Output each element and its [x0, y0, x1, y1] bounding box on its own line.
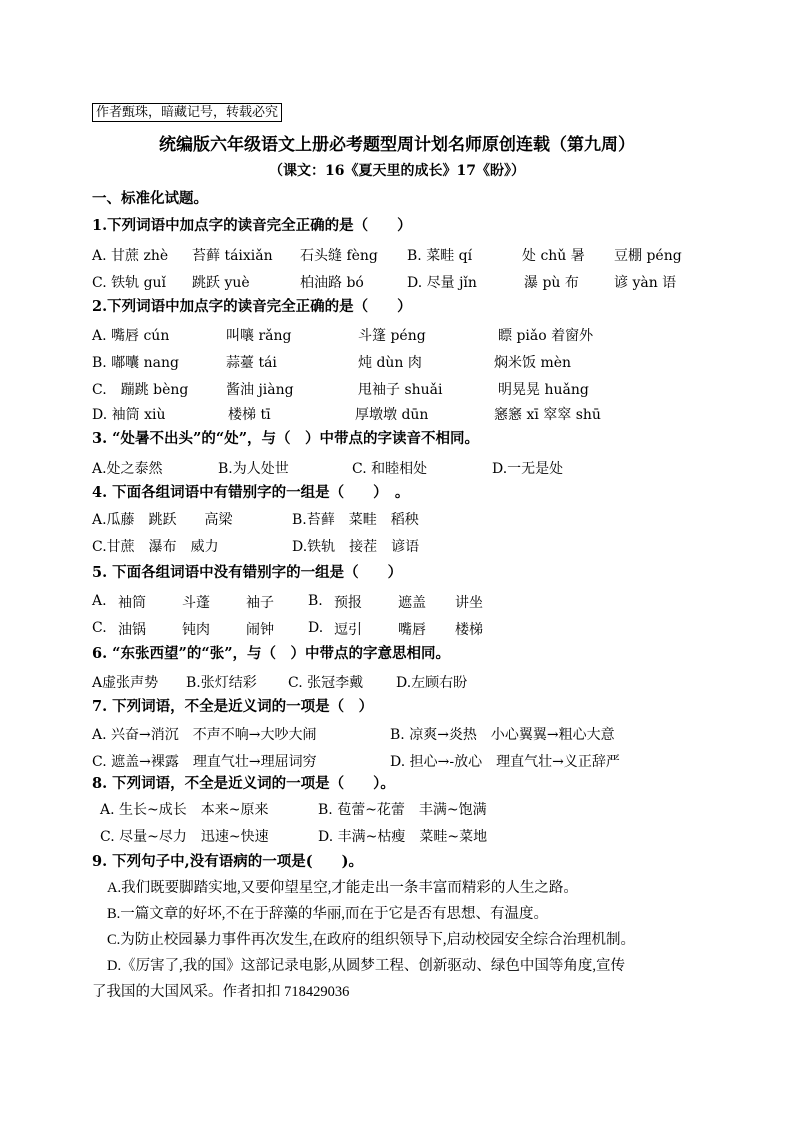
- q5-a3: 袖子: [246, 595, 274, 611]
- q1-stem: 1.下列词语中加点字的读音完全正确的是（ ）: [92, 217, 412, 234]
- q1-option-c3: 柏油路 bó: [300, 275, 364, 291]
- q5-d1: 逗引: [334, 622, 362, 638]
- q5-label-b: B.: [308, 593, 323, 609]
- q2-a1: A. 嘴唇 cún: [92, 328, 170, 344]
- q6-option-c: C. 张冠李戴: [288, 675, 364, 691]
- q2-a3: 斗篷 péng: [358, 328, 426, 344]
- q5-label-a: A.: [92, 593, 107, 609]
- q8-option-b: B. 苞蕾~花蕾 丰满~饱满: [318, 802, 487, 818]
- q8-option-d: D. 丰满~枯瘦 菜畦~菜地: [318, 829, 488, 845]
- q8-option-c: C. 尽量~尽力 迅速~快速: [100, 829, 269, 845]
- q1-option-a2: 苔藓 táixiǎn: [192, 248, 273, 264]
- q6-option-a: A虚张声势: [92, 675, 159, 691]
- q9-stem: 9. 下列句子中,没有语病的一项是( )。: [92, 853, 363, 870]
- q6-stem: 6. “东张西望”的“张”，与（ ）中带点的字意思相同。: [92, 645, 451, 662]
- q2-d2: 楼梯 tī: [228, 407, 271, 423]
- q9-option-b: B.一篇文章的好坏,不在于辞藻的华丽,而在于它是否有思想、有温度。: [107, 906, 549, 922]
- q7-option-d: D. 担心→-放心 理直气壮→义正辞严: [390, 754, 620, 770]
- q5-a2: 斗蓬: [182, 595, 210, 611]
- q3-option-c: C. 和睦相处: [352, 461, 428, 477]
- q8-stem: 8. 下列词语，不全是近义词的一项是（ ）。: [92, 775, 395, 792]
- q2-b1: B. 嘟囔 nang: [92, 355, 179, 371]
- q4-stem: 4. 下面各组词语中有错别字的一组是（ ） 。: [92, 484, 410, 501]
- q5-d3: 楼梯: [455, 622, 483, 638]
- q4-option-a: A.瓜藤 跳跃 高梁: [92, 512, 233, 528]
- q1-option-d3: 谚 yàn 语: [614, 275, 677, 291]
- q2-c2: 酱油 jiàng: [226, 382, 294, 398]
- q5-b3: 讲坐: [455, 595, 483, 611]
- q1-option-b1: B. 菜畦 qí: [407, 248, 473, 264]
- q6-option-d: D.左顾右盼: [396, 675, 468, 691]
- q2-b3: 炖 dùn 肉: [358, 355, 422, 371]
- q5-c1: 油锅: [118, 622, 146, 638]
- q2-c4: 明晃晃 huǎng: [498, 382, 589, 398]
- q1-option-b2: 处 chǔ 暑: [522, 248, 585, 264]
- q4-option-c: C.甘蔗 瀑布 威力: [92, 539, 219, 555]
- q2-a4: 瞟 piǎo 着窗外: [498, 328, 594, 344]
- q3-option-d: D.一无是处: [492, 461, 564, 477]
- q2-d3: 厚墩墩 dūn: [355, 407, 429, 423]
- q1-option-c2: 跳跃 yuè: [192, 275, 250, 291]
- q5-b1: 预报: [334, 595, 362, 611]
- q4-option-d: D.铁轨 接茬 谚语: [292, 539, 420, 555]
- q1-option-a1: A. 甘蔗 zhè: [92, 248, 169, 264]
- q1-option-a3: 石头缝 fèng: [300, 248, 378, 264]
- q2-a2: 叫嚷 rǎng: [226, 328, 292, 344]
- q7-option-b: B. 凉爽→炎热 小心翼翼→粗心大意: [390, 727, 615, 743]
- q1-option-d2: 瀑 pù 布: [524, 275, 579, 291]
- q3-option-b: B.为人处世: [218, 461, 289, 477]
- q9-option-c: C.为防止校园暴力事件再次发生,在政府的组织领导下,启动校园安全综合治理机制。: [107, 932, 636, 948]
- q1-option-c1: C. 铁轨 guǐ: [92, 275, 167, 291]
- q5-stem: 5. 下面各组词语中没有错别字的一组是（ ）: [92, 564, 403, 581]
- q7-option-c: C. 遮盖→裸露 理直气壮→理屈词穷: [92, 754, 317, 770]
- q7-option-a: A. 兴奋→消沉 不声不响→大吵大闹: [92, 727, 317, 743]
- q3-stem: 3. “处暑不出头”的“处”，与（ ）中带点的字读音不相同。: [92, 430, 480, 447]
- q9-option-d: D.《厉害了,我的国》这部记录电影,从圆梦工程、创新驱动、绿色中国等角度,宣传: [107, 958, 625, 974]
- q2-d1: D. 袖筒 xiù: [92, 407, 166, 423]
- section-heading: 一、标准化试题。: [92, 190, 208, 207]
- q5-d2: 嘴唇: [398, 622, 426, 638]
- q7-stem: 7. 下列词语，不全是近义词的一项是（ ）: [92, 698, 374, 715]
- q2-b4: 焖米饭 mèn: [494, 355, 572, 371]
- q1-option-b3: 豆棚 péng: [614, 248, 682, 264]
- q4-option-b: B.苔藓 菜畦 稻秧: [292, 512, 419, 528]
- q2-c3: 甩袖子 shuǎi: [358, 382, 443, 398]
- page-subtitle: （课文：16《夏天里的成长》17《盼》）: [269, 163, 525, 179]
- q5-label-c: C.: [92, 620, 107, 636]
- q1-option-d1: D. 尽量 jǐn: [407, 275, 477, 291]
- q8-option-a: A. 生长~成长 本来~原来: [100, 802, 269, 818]
- q5-label-d: D.: [308, 620, 324, 636]
- q3-option-a: A.处之泰然: [92, 461, 163, 477]
- copyright-notice: 作者甄珠，暗藏记号，转载必究: [92, 103, 282, 122]
- q2-d4: 窸窸 xī 窣窣 shū: [494, 407, 601, 423]
- page-title: 统编版六年级语文上册必考题型周计划名师原创连载（第九周）: [159, 135, 635, 155]
- q5-c2: 钝肉: [182, 622, 210, 638]
- q5-a1: 袖筒: [118, 595, 146, 611]
- q6-option-b: B.张灯结彩: [186, 675, 257, 691]
- q9-option-a: A.我们既要脚踏实地,又要仰望星空,才能走出一条丰富而精彩的人生之路。: [107, 880, 578, 896]
- q5-b2: 遮盖: [398, 595, 426, 611]
- q2-stem: 2.下列词语中加点字的读音完全正确的是（ ）: [92, 298, 412, 315]
- q9-option-d-continued: 了我国的大国风采。作者扣扣 718429036: [92, 984, 350, 1000]
- q2-c1: C. 蹦跳 bèng: [92, 382, 189, 398]
- q5-c3: 闹钟: [246, 622, 274, 638]
- q2-b2: 蒜薹 tái: [226, 355, 277, 371]
